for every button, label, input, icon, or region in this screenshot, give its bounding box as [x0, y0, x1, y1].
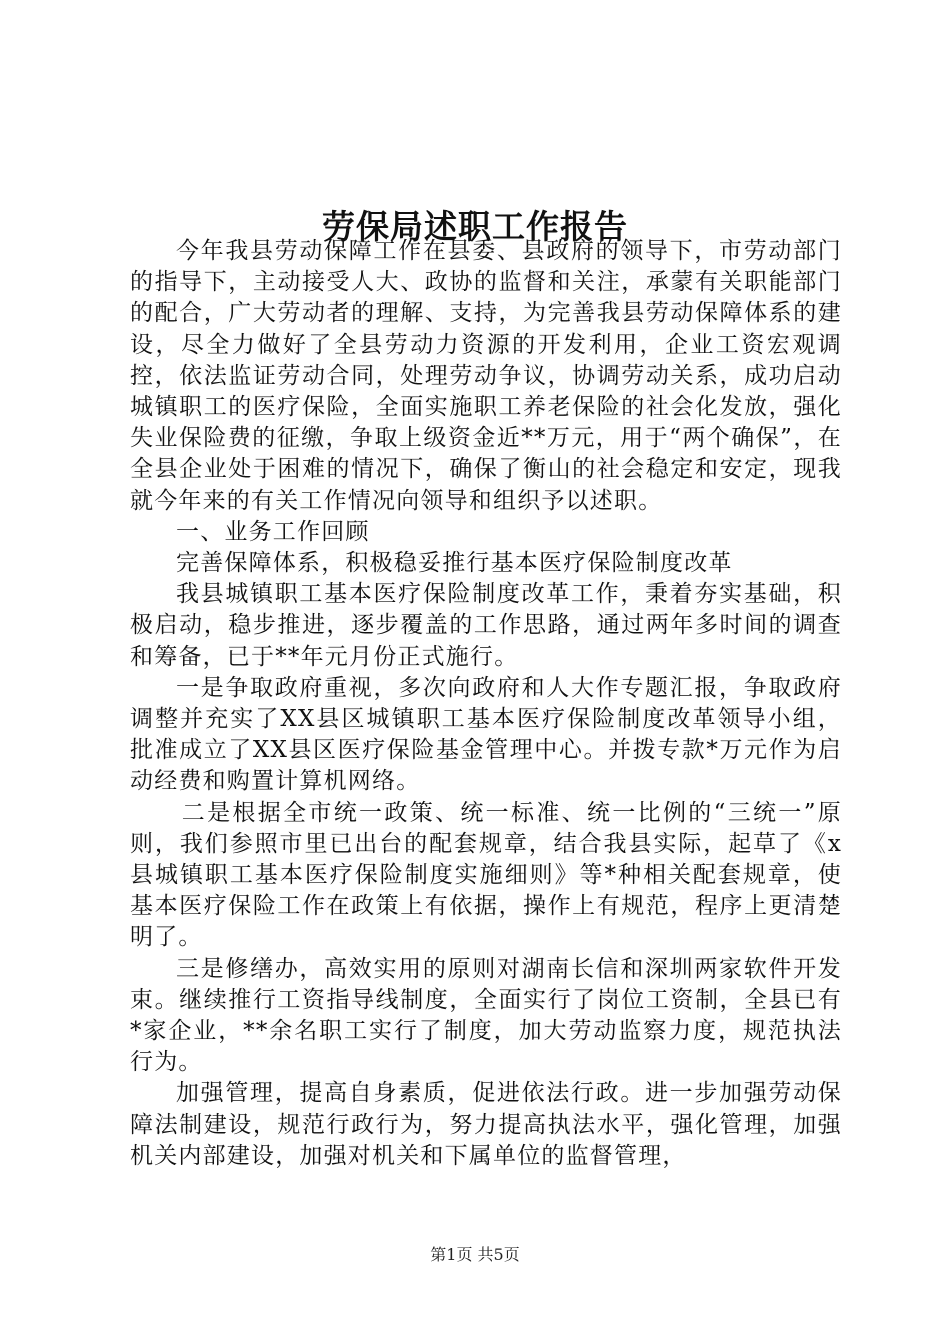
paragraph-point-two: 二是根据全市统一政策、统一标准、统一比例的“三统一”原则，我们参照市里已出台的配套规章，结合我县实际，起草了《x县城镇职工基本医疗保险制度实施细则》等*种相关配套规章，使基本医疗保险工作在政策上有依据，操作上有规范，程序上更清楚明了。 [130, 799, 842, 951]
paragraph-intro: 今年我县劳动保障工作在县委、县政府的领导下，市劳动部门的指导下，主动接受人大、政协的监督和关注，承蒙有关职能部门的配合，广大劳动者的理解、支持，为完善我县劳动保障体系的建设，尽全力做好了全县劳动力资源的开发利用，企业工资宏观调控，依法监证劳动合同，处理劳动争议，协调劳动关系，成功启动城镇职工的医疗保险，全面实施职工养老保险的社会化发放，强化失业保险费的征缴，争取上级资金近**万元，用于“两个确保”，在全县企业处于困难的情况下，确保了衡山的社会稳定和安定，现我就今年来的有关工作情况向领导和组织予以述职。 [130, 238, 842, 514]
page-number-footer: 第1页 共5页 [430, 1245, 520, 1264]
paragraph-point-three: 三是修缮办，高效实用的原则对湖南长信和深圳两家软件开发束。继续推行工资指导线制度，全面实行了岗位工资制，全县已有*家企业，**余名职工实行了制度，加大劳动监察力度，规范执法行为。 [130, 955, 842, 1076]
document-title: 劳保局述职工作报告 [322, 207, 628, 247]
document-body [130, 236, 842, 1172]
section-heading: 一、业务工作回顾 [176, 518, 370, 545]
paragraph-subheading: 完善保障体系，积极稳妥推行基本医疗保险制度改革 [176, 550, 733, 577]
paragraph-medical-reform: 我县城镇职工基本医疗保险制度改革工作，秉着夯实基础，积极启动，稳步推进，逐步覆盖的工作思路，通过两年多时间的调查和筹备，已于**年元月份正式施行。 [130, 581, 842, 670]
paragraph-point-one: 一是争取政府重视，多次向政府和人大作专题汇报，争取政府调整并充实了XX县区城镇职工基本医疗保险制度改革领导小组，批准成立了XX县区医疗保险基金管理中心。并拨专款*万元作为启动经费和购置计算机网络。 [130, 674, 842, 795]
paragraph-management: 加强管理，提高自身素质，促进依法行政。进一步加强劳动保障法制建设，规范行政行为，努力提高执法水平，强化管理，加强机关内部建设，加强对机关和下属单位的监督管理， [130, 1080, 842, 1169]
